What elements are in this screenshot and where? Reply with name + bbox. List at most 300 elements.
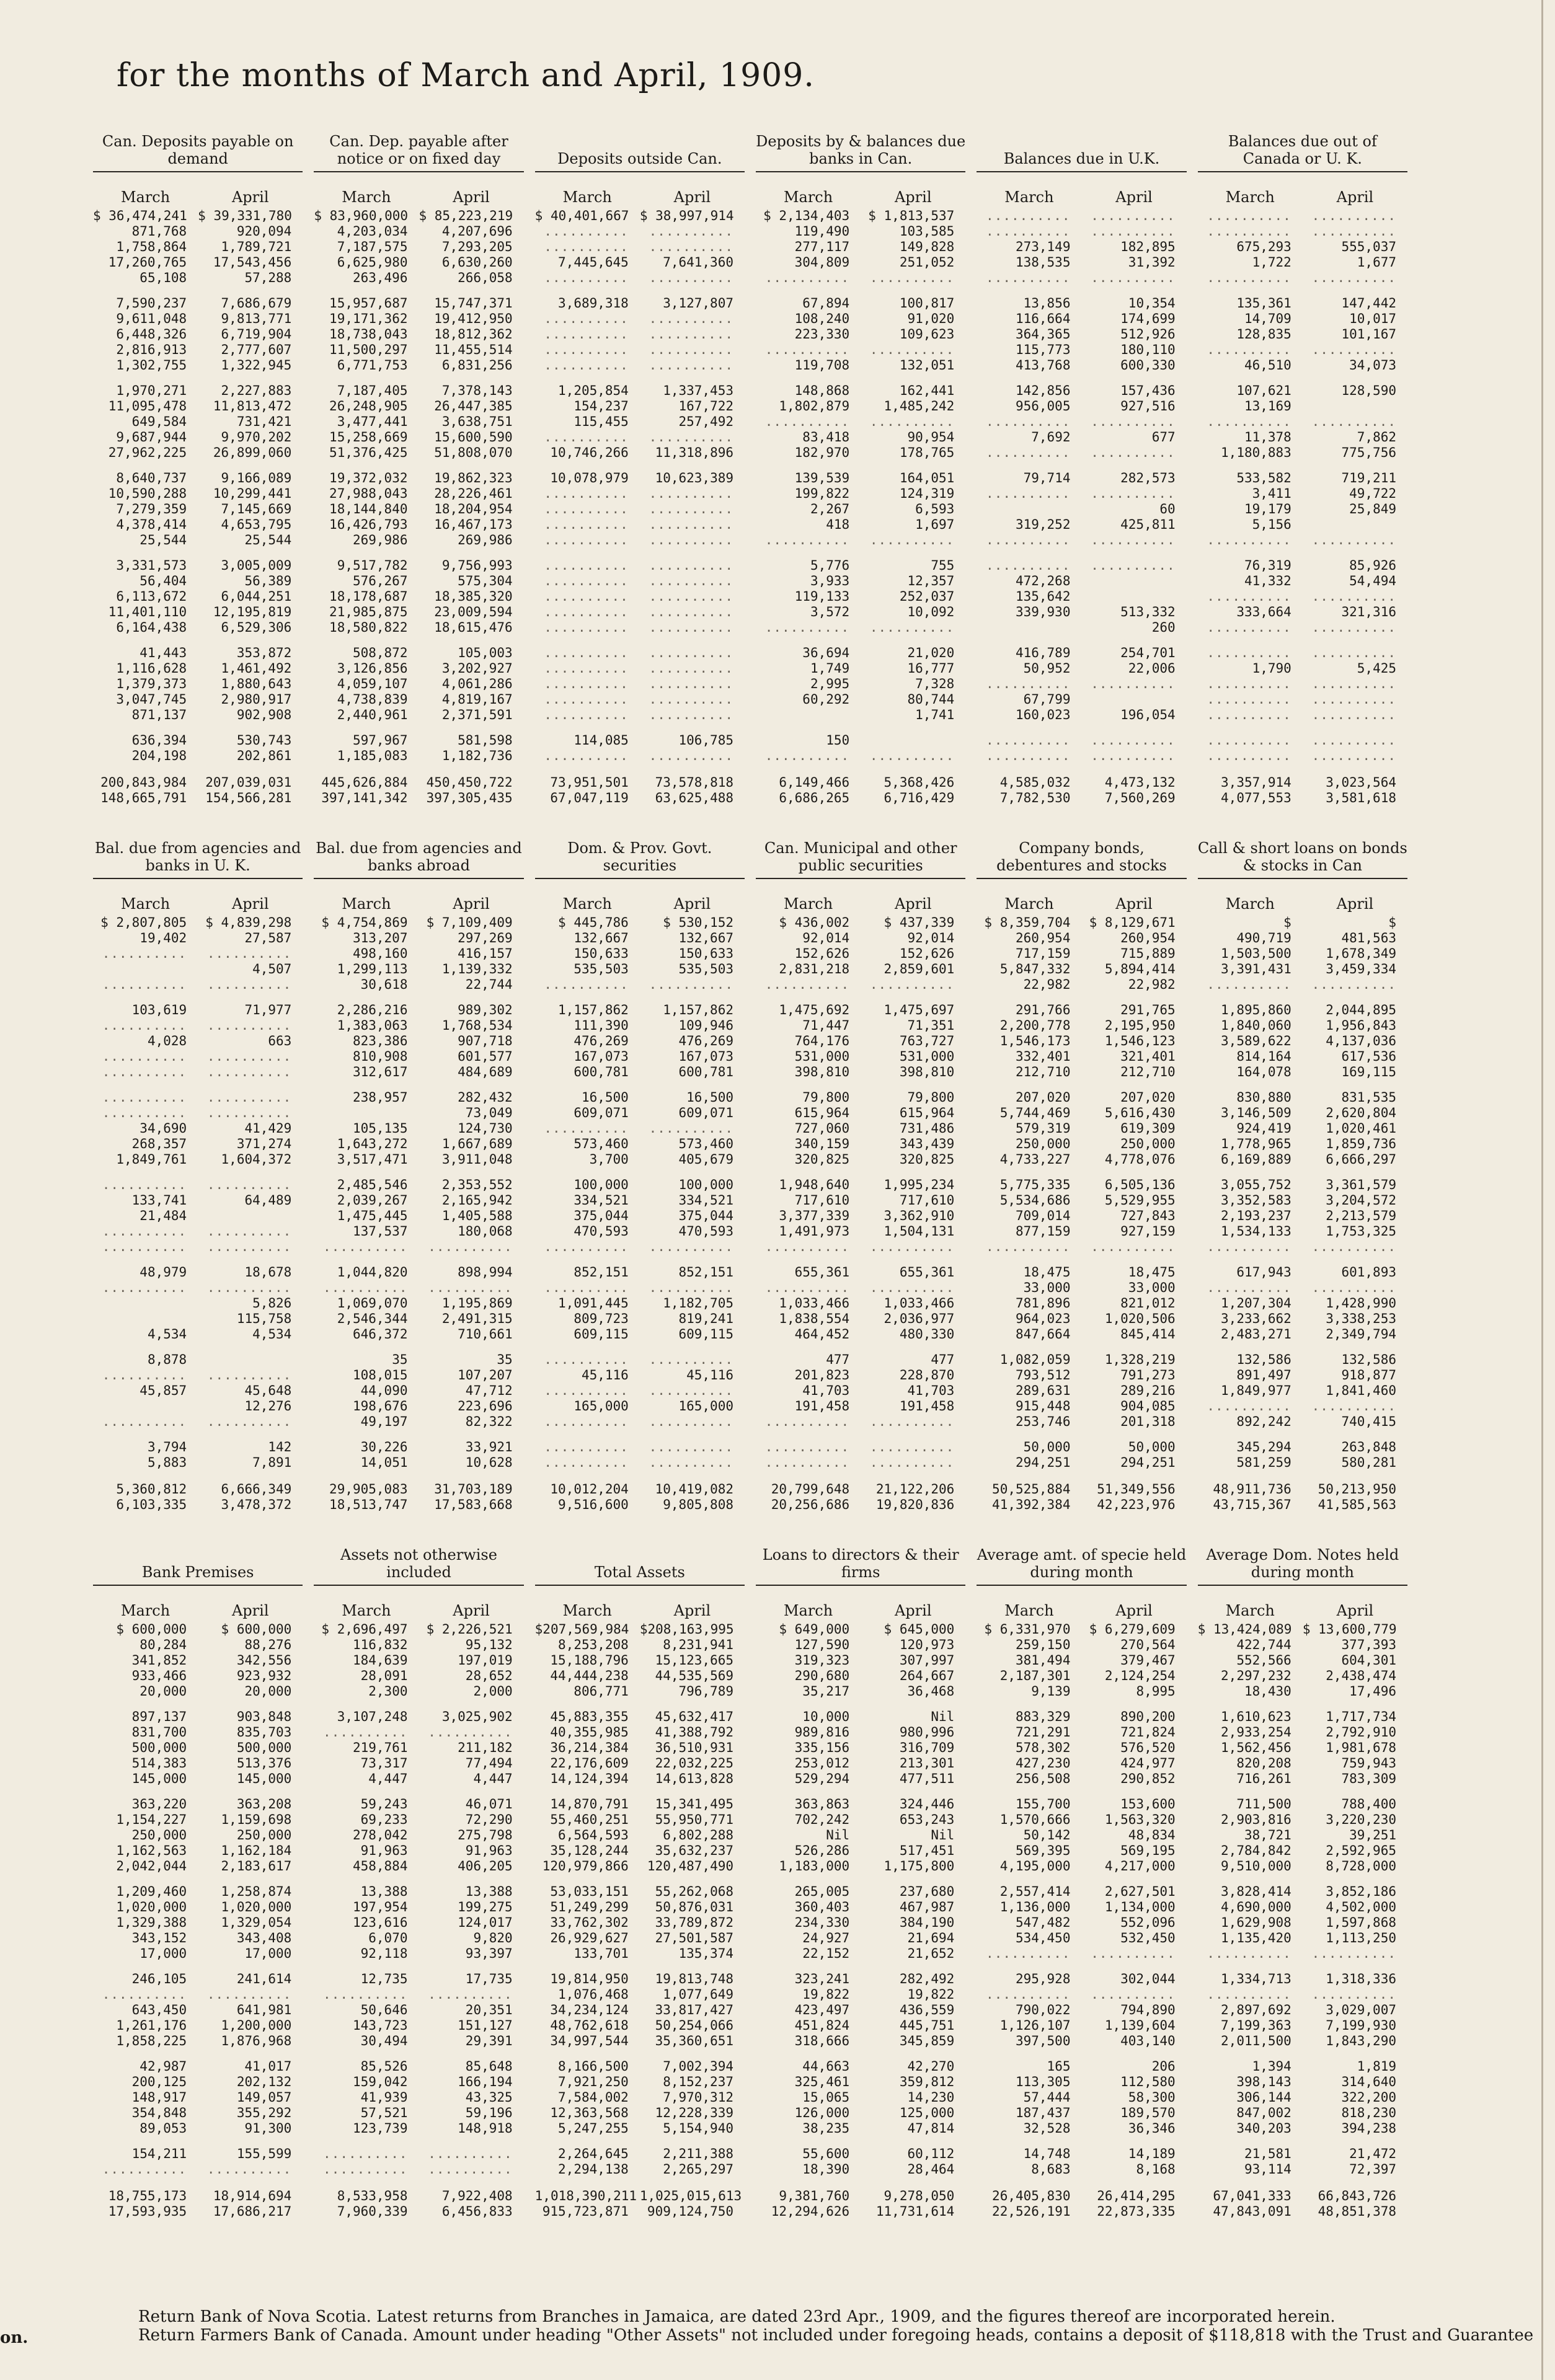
march-value xyxy=(977,502,1081,517)
march-value xyxy=(93,1296,198,1311)
april-value: 5,894,414 xyxy=(1104,962,1176,976)
table-row xyxy=(977,399,1186,414)
april-total: 50,213,950 xyxy=(1318,1482,1396,1497)
table-row-empty xyxy=(756,342,965,358)
march-value: 364,365 xyxy=(1015,327,1071,342)
table-row xyxy=(314,558,523,573)
march-value: 4,447 xyxy=(368,1771,408,1786)
march-value: 319,323 xyxy=(794,1653,850,1668)
april-value: 1,182,705 xyxy=(663,1296,733,1311)
march-value: 1,157,862 xyxy=(558,1002,629,1017)
march-value: 137,537 xyxy=(352,1224,408,1239)
table-row xyxy=(977,2018,1186,2033)
table-row xyxy=(314,1414,523,1430)
march-value: 883,329 xyxy=(1015,1709,1071,1724)
march-value: 721,291 xyxy=(1015,1725,1071,1740)
april-value: 4,447 xyxy=(473,1771,513,1786)
table-row-empty xyxy=(977,676,1186,692)
table-row xyxy=(314,915,523,931)
march-value: 108,240 xyxy=(794,311,850,326)
leader-dots: .......... xyxy=(1311,977,1396,992)
april-value: 617,536 xyxy=(1341,1049,1396,1064)
month-header-row xyxy=(1198,1602,1407,1619)
table-row xyxy=(314,1296,523,1311)
april-value: 85,926 xyxy=(1349,558,1396,573)
march-value: 119,708 xyxy=(794,358,850,373)
march-value: 133,701 xyxy=(574,1946,629,1961)
month-header-row xyxy=(314,188,523,206)
row-group-gap xyxy=(756,1342,965,1352)
column-header: Loans to directors & their firms xyxy=(756,1531,965,1586)
april-value: 41,703 xyxy=(907,1383,955,1398)
march-value: 256,508 xyxy=(1015,1771,1071,1786)
march-value: 191,458 xyxy=(794,1399,850,1413)
march-value: 11,095,478 xyxy=(108,399,187,414)
april-value: 1,139,332 xyxy=(441,962,513,976)
table-row-empty xyxy=(1198,414,1407,430)
table-row-empty xyxy=(535,311,745,327)
table-row xyxy=(535,1843,745,1859)
leader-dots: .......... xyxy=(649,676,733,691)
table-row xyxy=(756,1931,965,1946)
table-row xyxy=(314,1812,523,1828)
table-row xyxy=(977,517,1186,533)
column-totals xyxy=(1198,2188,1407,2219)
leader-dots: .......... xyxy=(102,1177,187,1192)
table-row xyxy=(977,1455,1186,1471)
april-value xyxy=(198,1208,303,1224)
march-value: 119,133 xyxy=(794,589,850,604)
table-column xyxy=(314,118,523,806)
row-group-gap xyxy=(93,1080,303,1090)
leader-dots: .......... xyxy=(206,1414,292,1429)
april-value: 18,615,476 xyxy=(434,620,513,635)
april-total: 63,625,488 xyxy=(655,790,733,805)
april-value: 4,137,036 xyxy=(1326,1033,1396,1048)
april-value: 7,378,143 xyxy=(441,383,513,398)
march-value: 339,930 xyxy=(1015,604,1071,619)
march-value: 877,159 xyxy=(1015,1224,1071,1239)
column-totals xyxy=(535,2188,745,2219)
table-row xyxy=(756,1033,965,1049)
march-value: 1,299,113 xyxy=(337,962,408,976)
march-value: 472,268 xyxy=(1015,573,1071,588)
table-row-empty xyxy=(756,1455,965,1471)
april-total: 18,914,694 xyxy=(213,2188,292,2203)
table-row xyxy=(93,1668,303,1684)
row-group-gap xyxy=(977,286,1186,296)
april-value: 445,751 xyxy=(899,2018,955,2033)
april-value: 845,414 xyxy=(1120,1327,1176,1342)
page-title: for the months of March and April, 1909. xyxy=(117,57,815,94)
row-group-gap xyxy=(535,461,745,471)
march-value: 397,500 xyxy=(1015,2033,1071,2048)
march-value: $ 6,331,970 xyxy=(984,1622,1071,1637)
table-row xyxy=(977,573,1186,589)
month-label-march: March xyxy=(342,1602,391,1619)
april-value: 22,982 xyxy=(1128,977,1176,992)
column-header: Deposits by & balances due banks in Can. xyxy=(756,118,965,172)
totals-row xyxy=(93,790,303,806)
table-row-empty xyxy=(756,414,965,430)
april-value: 1,033,466 xyxy=(884,1296,955,1311)
table-row xyxy=(756,733,965,748)
table-row-empty xyxy=(977,1239,1186,1255)
table-row xyxy=(93,486,303,502)
table-row xyxy=(535,1637,745,1653)
april-value: 7,002,394 xyxy=(663,2059,733,2074)
table-row xyxy=(977,1931,1186,1946)
month-header-row xyxy=(314,895,523,913)
table-row xyxy=(535,1740,745,1756)
march-value: 9,139 xyxy=(1031,1684,1071,1699)
april-value: 291,765 xyxy=(1120,1002,1176,1017)
march-value: 924,419 xyxy=(1236,1121,1291,1136)
april-value: 9,166,089 xyxy=(221,471,292,485)
march-total: 17,593,935 xyxy=(108,2204,187,2219)
april-value: $ 4,839,298 xyxy=(205,915,292,930)
table-row xyxy=(756,1105,965,1121)
march-value: 534,450 xyxy=(1015,1931,1071,1945)
april-total: 397,305,435 xyxy=(426,790,513,805)
march-total: 22,526,191 xyxy=(992,2204,1071,2219)
table-row-empty xyxy=(1198,620,1407,635)
april-value: 791,273 xyxy=(1120,1368,1176,1382)
row-group-gap xyxy=(756,2049,965,2059)
march-value: 187,437 xyxy=(1015,2105,1071,2120)
table-row xyxy=(314,946,523,962)
row-group-gap xyxy=(314,1787,523,1797)
table-row-empty xyxy=(535,1121,745,1136)
row-group-gap xyxy=(756,286,965,296)
april-value: 342,556 xyxy=(236,1653,292,1668)
march-value: 615,964 xyxy=(794,1105,850,1120)
march-value: 16,426,793 xyxy=(329,517,408,532)
row-group-gap xyxy=(977,1787,1186,1797)
april-value: 120,973 xyxy=(899,1637,955,1652)
march-value: 7,921,250 xyxy=(558,2074,629,2089)
march-value: 18,178,687 xyxy=(329,589,408,604)
april-value: 763,727 xyxy=(899,1033,955,1048)
table-row xyxy=(93,2105,303,2121)
table-row xyxy=(1198,1797,1407,1812)
april-value: 112,580 xyxy=(1120,2074,1176,2089)
leader-dots: .......... xyxy=(323,1280,408,1295)
table-row xyxy=(1198,255,1407,270)
table-row xyxy=(535,383,745,399)
april-value: 731,421 xyxy=(236,414,292,429)
table-row xyxy=(314,1152,523,1167)
table-row xyxy=(977,1208,1186,1224)
april-value: 775,756 xyxy=(1341,445,1396,460)
april-value: 989,302 xyxy=(458,1002,513,1017)
totals-row xyxy=(314,1482,523,1497)
april-value: 54,494 xyxy=(1349,573,1396,588)
table-row xyxy=(977,1033,1186,1049)
april-value: 164,051 xyxy=(899,471,955,485)
march-value: 323,241 xyxy=(794,1971,850,1986)
march-value: 793,512 xyxy=(1015,1368,1071,1382)
march-value: 458,884 xyxy=(352,1859,408,1873)
leader-dots: .......... xyxy=(649,1383,733,1398)
table-row xyxy=(1198,1828,1407,1843)
march-value: 152,626 xyxy=(794,946,850,961)
march-total: 445,626,884 xyxy=(321,775,408,790)
month-header-row xyxy=(535,188,745,206)
april-value: 405,679 xyxy=(678,1152,733,1167)
row-group-gap xyxy=(93,1255,303,1265)
totals-row xyxy=(1198,1482,1407,1497)
march-value: 2,187,301 xyxy=(999,1668,1071,1683)
leader-dots: .......... xyxy=(1207,270,1291,285)
march-value: 123,739 xyxy=(352,2121,408,2136)
table-row xyxy=(1198,1090,1407,1105)
table-row xyxy=(535,1812,745,1828)
month-label-april: April xyxy=(231,895,269,913)
april-value: 8,152,237 xyxy=(663,2074,733,2089)
april-value: 17,543,456 xyxy=(213,255,292,270)
march-value: 597,967 xyxy=(352,733,408,748)
april-value: $ 38,997,914 xyxy=(639,208,734,223)
column-totals xyxy=(977,1482,1186,1513)
april-value: 721,824 xyxy=(1120,1725,1176,1740)
april-value: 147,442 xyxy=(1341,296,1396,311)
march-value: 2,042,044 xyxy=(116,1859,187,1873)
table-row xyxy=(1198,1756,1407,1771)
april-value: 43,325 xyxy=(465,2090,513,2105)
march-value: 35 xyxy=(392,1352,408,1367)
month-label-march: March xyxy=(1225,188,1275,206)
march-total: 20,799,648 xyxy=(771,1482,850,1497)
march-value: 5,156 xyxy=(1252,517,1291,532)
march-value: 9,611,048 xyxy=(116,311,187,326)
march-value: 2,485,546 xyxy=(337,1177,408,1192)
april-value: 569,195 xyxy=(1120,1843,1176,1858)
april-value: 343,439 xyxy=(899,1136,955,1151)
leader-dots: .......... xyxy=(544,1352,629,1367)
row-group-gap xyxy=(977,1255,1186,1265)
row-group-gap xyxy=(314,1080,523,1090)
april-value: 12,228,339 xyxy=(655,2105,733,2120)
march-value: 964,023 xyxy=(1015,1311,1071,1326)
table-row xyxy=(93,2121,303,2136)
march-value: 1,185,083 xyxy=(337,748,408,763)
table-row xyxy=(977,1368,1186,1383)
month-label-march: March xyxy=(783,895,833,913)
table-row xyxy=(93,471,303,486)
march-value: 65,108 xyxy=(140,270,187,285)
april-value: 1,322,945 xyxy=(221,358,292,373)
april-value: 48,834 xyxy=(1128,1828,1176,1843)
march-value: 529,294 xyxy=(794,1771,850,1786)
table-row-empty xyxy=(93,1090,303,1105)
april-value: 477 xyxy=(931,1352,955,1367)
april-total: 22,873,335 xyxy=(1097,2204,1176,2219)
table-row xyxy=(977,707,1186,723)
leader-dots: .......... xyxy=(544,620,629,635)
table-row-empty xyxy=(977,208,1186,224)
march-value: 165,000 xyxy=(574,1399,629,1413)
column-totals xyxy=(535,1482,745,1513)
row-group-gap xyxy=(977,373,1186,383)
table-row xyxy=(977,342,1186,358)
table-row xyxy=(977,962,1186,977)
table-column xyxy=(756,1531,965,2219)
march-value: 44,444,238 xyxy=(550,1668,629,1683)
column-header: Total Assets xyxy=(535,1531,745,1586)
april-value: 2,227,883 xyxy=(221,383,292,398)
column-header: Average Dom. Notes held during month xyxy=(1198,1531,1407,1586)
april-value: 23,009,594 xyxy=(434,604,513,619)
table-row xyxy=(314,1622,523,1637)
april-value: 517,451 xyxy=(899,1843,955,1858)
april-total: 66,843,726 xyxy=(1318,2188,1396,2203)
march-value: 9,510,000 xyxy=(1221,1859,1291,1873)
april-value: 600,330 xyxy=(1120,358,1176,373)
march-value: 1,562,456 xyxy=(1221,1740,1291,1755)
april-total: 19,820,836 xyxy=(875,1497,955,1512)
table-row xyxy=(1198,1771,1407,1787)
table-row xyxy=(535,414,745,430)
march-value: 830,880 xyxy=(1236,1090,1291,1105)
march-value: 1,044,820 xyxy=(337,1265,408,1280)
march-value: 3,391,431 xyxy=(1221,962,1291,976)
table-row xyxy=(314,1653,523,1668)
row-group-gap xyxy=(977,2049,1186,2059)
april-value: 1,789,721 xyxy=(221,239,292,254)
march-value: 7,584,002 xyxy=(558,2090,629,2105)
table-row xyxy=(977,1280,1186,1296)
table-row xyxy=(756,255,965,270)
march-value: 1,534,133 xyxy=(1221,1224,1291,1239)
april-value: 2,353,552 xyxy=(441,1177,513,1192)
april-value: $ 600,000 xyxy=(221,1622,292,1637)
bank-rows xyxy=(535,208,745,764)
april-value: 2,195,950 xyxy=(1104,1018,1176,1033)
march-value: 334,521 xyxy=(574,1193,629,1208)
april-total: 17,686,217 xyxy=(213,2204,292,2219)
april-value: 79,800 xyxy=(907,1090,955,1105)
row-group-gap xyxy=(756,548,965,558)
april-value: 18,475 xyxy=(1128,1265,1176,1280)
march-value: 3,411 xyxy=(1252,486,1291,501)
leader-dots: .......... xyxy=(102,1280,187,1295)
table-row-empty xyxy=(977,733,1186,748)
march-value: $ 649,000 xyxy=(779,1622,850,1637)
april-value: 202,861 xyxy=(236,748,292,763)
leader-dots: .......... xyxy=(206,1090,292,1105)
table-row xyxy=(93,2002,303,2018)
table-row xyxy=(756,2033,965,2049)
march-value: 1,840,060 xyxy=(1221,1018,1291,1033)
march-value xyxy=(314,1105,419,1121)
table-row xyxy=(93,692,303,707)
leader-dots: .......... xyxy=(869,1239,955,1254)
march-value: 4,733,227 xyxy=(999,1152,1071,1167)
table-row xyxy=(1198,1622,1407,1637)
leader-dots: .......... xyxy=(544,533,629,547)
table-row xyxy=(535,1177,745,1193)
march-value: 269,986 xyxy=(352,533,408,547)
april-total: 9,278,050 xyxy=(884,2188,955,2203)
leader-dots: .......... xyxy=(206,1368,292,1382)
table-band-1 xyxy=(93,118,1407,806)
table-row xyxy=(756,1684,965,1699)
march-value: 2,546,344 xyxy=(337,1311,408,1326)
march-value: 1,503,500 xyxy=(1221,946,1291,961)
april-value: 394,238 xyxy=(1341,2121,1396,2136)
row-group-gap xyxy=(977,1430,1186,1440)
totals-row xyxy=(93,1497,303,1513)
table-row xyxy=(314,573,523,589)
table-row xyxy=(535,931,745,946)
march-value: 7,187,575 xyxy=(337,239,408,254)
table-row xyxy=(1198,1121,1407,1136)
leader-dots: .......... xyxy=(428,2162,513,2177)
table-row xyxy=(93,358,303,373)
table-row-empty xyxy=(535,1455,745,1471)
april-value: 1,597,868 xyxy=(1326,1915,1396,1930)
april-value: 1,667,689 xyxy=(441,1136,513,1151)
march-value: 148,868 xyxy=(794,383,850,398)
table-row xyxy=(977,1090,1186,1105)
march-value: 2,903,816 xyxy=(1221,1812,1291,1827)
table-row xyxy=(1198,1018,1407,1033)
april-value: 149,057 xyxy=(236,2090,292,2105)
row-group-gap xyxy=(314,373,523,383)
table-row xyxy=(93,2074,303,2090)
april-value: 1,182,736 xyxy=(441,748,513,763)
table-row xyxy=(977,2105,1186,2121)
column-totals xyxy=(756,1482,965,1513)
leader-dots: .......... xyxy=(764,1440,850,1454)
leader-dots: .......... xyxy=(649,358,733,373)
march-value: 238,957 xyxy=(352,1090,408,1105)
april-value: 1,461,492 xyxy=(221,661,292,676)
table-row xyxy=(977,358,1186,373)
march-value: 9,687,944 xyxy=(116,430,187,445)
april-value: 320,825 xyxy=(899,1152,955,1167)
row-group-gap xyxy=(314,1874,523,1884)
march-value: 514,383 xyxy=(131,1756,187,1771)
table-row xyxy=(93,1900,303,1915)
april-value: 36,510,931 xyxy=(655,1740,733,1755)
march-value: 165 xyxy=(1047,2059,1071,2074)
march-value: 73,317 xyxy=(360,1756,408,1771)
march-value: 13,169 xyxy=(1244,399,1291,414)
table-row xyxy=(1198,1684,1407,1699)
april-total: 41,585,563 xyxy=(1318,1497,1396,1512)
march-value: 8,683 xyxy=(1031,2162,1071,2177)
march-value: 60,292 xyxy=(802,692,850,707)
table-row xyxy=(756,1653,965,1668)
april-total: 207,039,031 xyxy=(205,775,292,790)
march-value: 3,055,752 xyxy=(1221,1177,1291,1192)
april-value: 109,623 xyxy=(899,327,955,342)
table-row xyxy=(977,1725,1186,1740)
table-row xyxy=(1198,604,1407,620)
table-row-empty xyxy=(535,1352,745,1368)
leader-dots: .......... xyxy=(1207,1280,1291,1295)
april-value: 60,112 xyxy=(907,2146,955,2161)
march-value: 105,135 xyxy=(352,1121,408,1136)
row-group-gap xyxy=(1198,635,1407,645)
april-value: 34,073 xyxy=(1349,358,1396,373)
table-row xyxy=(535,1136,745,1152)
april-value: 106,785 xyxy=(678,733,733,748)
april-value: 199,275 xyxy=(458,1900,513,1914)
april-value: 1,020,506 xyxy=(1104,1311,1176,1326)
